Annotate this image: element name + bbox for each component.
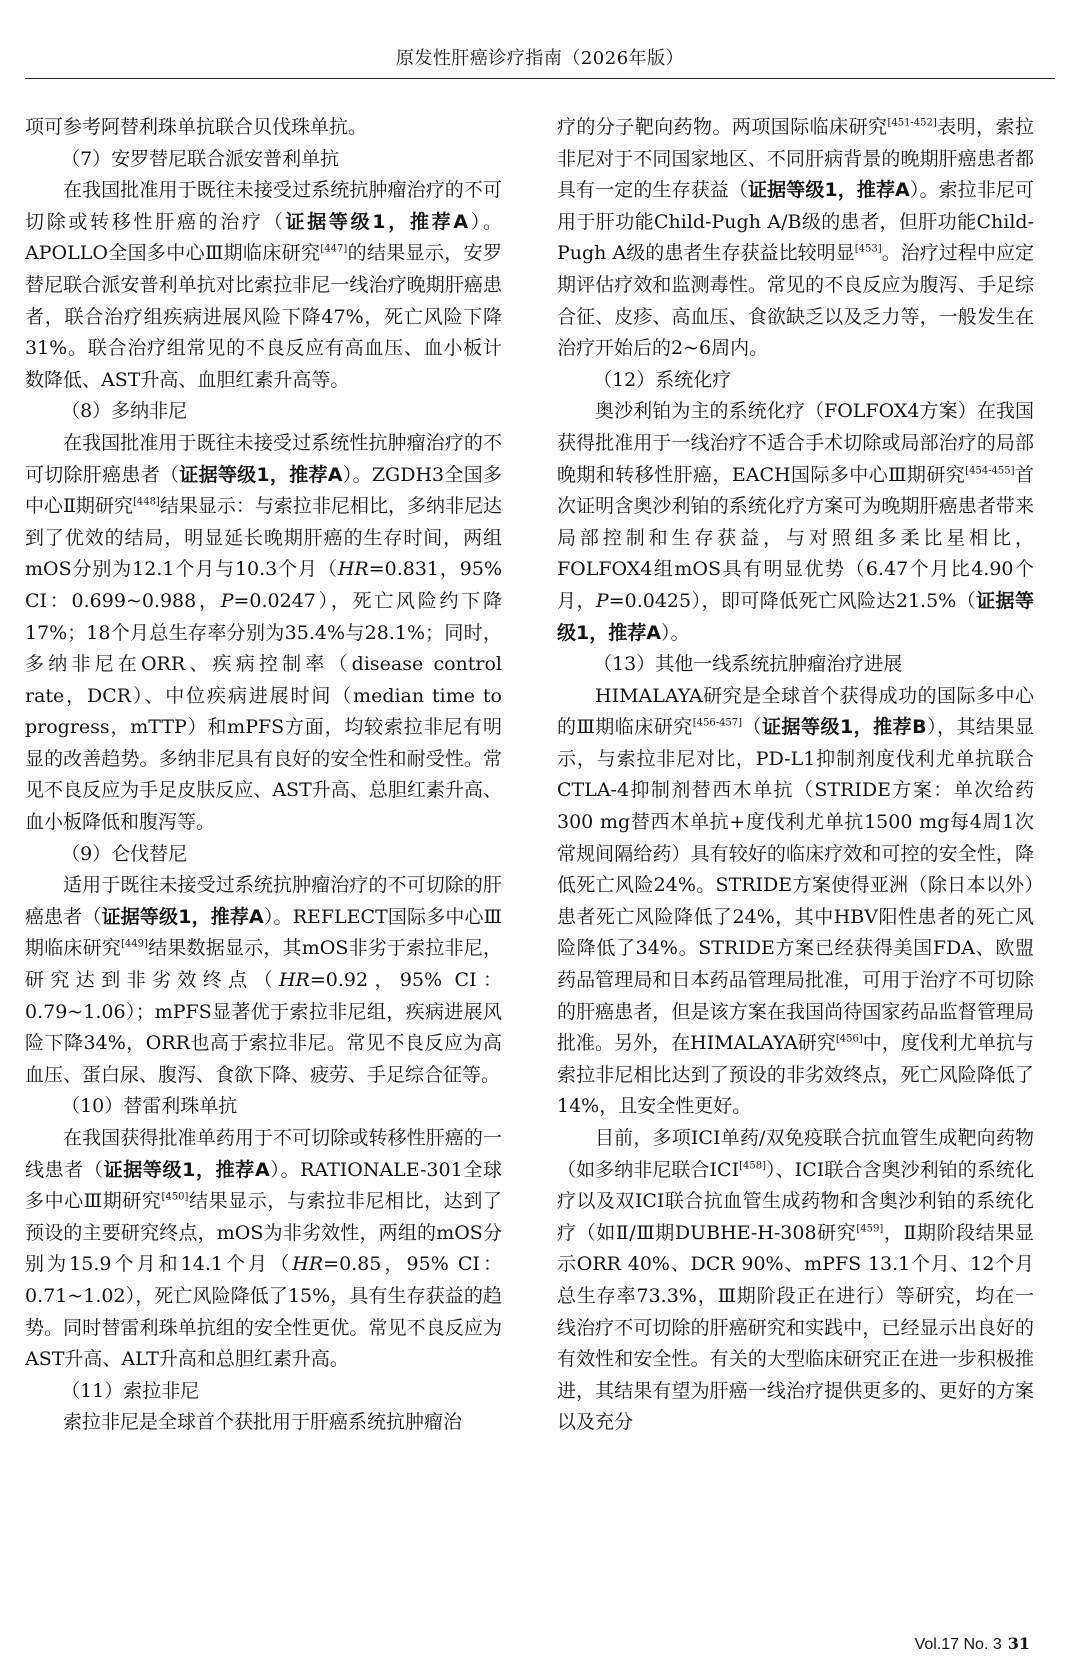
citation: [453] [854, 244, 882, 256]
paragraph-chemotherapy: 奥沙利铂为主的系统化疗（FOLFOX4方案）在我国获得批准用于一线治疗不适合手术切除或局部治疗的局部晚期和转移性肝癌，EACH国际多中心Ⅲ期研究[454-455]首次证明含奥沙利铂的系统化疗方案可为晚期肝癌患者带来局部控制和生存获益，与对照组多柔比星相比，FOLFOX4组mOS具有明显优势（6.47个月比4.90个月，P=0.0425），即可降低死亡风险达21.5%（证据等级1，推荐A）。 [557, 400, 1034, 644]
page-header-title: 原发性肝癌诊疗指南（2026年版） [395, 48, 685, 69]
section-heading-10: （10）替雷利珠单抗 [61, 1095, 238, 1118]
page-footer [915, 1634, 1030, 1654]
paragraph-sorafenib-start: 索拉非尼是全球首个获批用于肝癌系统抗肿瘤治 [63, 1411, 463, 1434]
paragraph-donafenib: 在我国批准用于既往未接受过系统性抗肿瘤治疗的不可切除肝癌患者（证据等级1，推荐A）。ZGDH3全国多中心Ⅱ期研究[448]结果显示：与索拉非尼相比，多纳非尼达到了优效的结局，明显延长晚期肝癌的生存时间，两组mOS分别为12.1个月与10.3个月（HR=0.831，95% CI：0.699~0.988，P=0.0247），死亡风险约下降17%；18个月总生存率分别为35.4%与28.1%；同时，多纳非尼在ORR、疾病控制率（disease control rate，DCR）、中位疾病进展时间（median time to progress，mTTP）和mPFS方面，均较索拉非尼有明显的改善趋势。多纳非尼具有良好的安全性和耐受性。常见不良反应为手足皮肤反应、AST升高、总胆红素升高、血小板降低和腹泻等。 [25, 431, 502, 834]
section-heading-12: （12）系统化疗 [593, 368, 732, 391]
evidence-level: 证据等级1，推荐A [285, 210, 469, 233]
section-heading-11: （11）索拉非尼 [61, 1379, 200, 1402]
section-heading-8: （8）多纳非尼 [61, 400, 188, 423]
evidence-level: 证据等级1，推荐A [557, 589, 1034, 644]
citation: [456] [835, 1033, 863, 1045]
right-column [557, 112, 1034, 1439]
section-heading-13: （13）其他一线系统抗肿瘤治疗进展 [593, 653, 903, 676]
citation: [450] [161, 1191, 189, 1203]
citation: [456-457] [692, 717, 743, 729]
header-divider [25, 78, 1055, 79]
evidence-level: 证据等级1，推荐A [101, 905, 264, 928]
paragraph-lenvatinib: 适用于既往未接受过系统抗肿瘤治疗的不可切除的肝癌患者（证据等级1，推荐A）。REFLECT国际多中心Ⅲ期临床研究[449]结果数据显示，其mOS非劣于索拉非尼，研究达到非劣效终点（HR=0.92，95% CI：0.79~1.06）；mPFS显著优于索拉非尼组，疾病进展风险下降34%，ORR也高于索拉非尼。常见不良反应为高血压、蛋白尿、腹泻、食欲下降、疲劳、手足综合征等。 [25, 874, 502, 1086]
evidence-level: 证据等级1，推荐A [179, 463, 343, 486]
paragraph-sorafenib-cont: 疗的分子靶向药物。两项国际临床研究[451-452]表明，索拉非尼对于不同国家地区、不同肝病背景的晚期肝癌患者都具有一定的生存获益（证据等级1，推荐A）。索拉非尼可用于肝功能Child-Pugh A/B级的患者，但肝功能Child-Pugh A级的患者生存获益比较明显[453]。治疗过程中应定期评估疗效和监测毒性。常见的不良反应为腹泻、手足综合征、皮疹、高血压、食欲缺乏以及乏力等，一般发生在治疗开始后的2~6周内。 [557, 116, 1034, 360]
journal-volume: Vol.17 No. 3 [914, 1636, 1002, 1653]
citation: [448] [132, 496, 160, 508]
paragraph-current-research: 目前，多项ICI单药/双免疫联合抗血管生成靶向药物（如多纳非尼联合ICI[458]）、ICI联合含奥沙利铂的系统化疗以及双ICI联合抗血管生成药物和含奥沙利铂的系统化疗（如Ⅱ/Ⅲ期DUBHE-H-308研究[459]，Ⅱ期阶段结果显示ORR 40%、DCR 90%、mPFS 13.1个月、12个月总生存率73.3%，Ⅲ期阶段正在进行）等研究，均在一线治疗不可切除的肝癌研究和实践中，已经显示出良好的有效性和安全性。有关的大型临床研究正在进一步积极推进，其结果有望为肝癌一线治疗提供更多的、更好的方案以及充分 [557, 1127, 1034, 1434]
left-column [25, 112, 502, 1439]
paragraph-continuation: 项可参考阿替利珠单抗联合贝伐珠单抗。 [25, 116, 368, 138]
page-number: 31 [1007, 1634, 1030, 1653]
section-heading-9: （9）仑伐替尼 [61, 842, 188, 865]
section-heading-7: （7）安罗替尼联合派安普利单抗 [61, 147, 340, 170]
citation: [459] [856, 1223, 884, 1235]
paragraph-tislelizumab: 在我国获得批准单药用于不可切除或转移性肝癌的一线患者（证据等级1，推荐A）。RATIONALE-301全球多中心Ⅲ期研究[450]结果显示，与索拉非尼相比，达到了预设的主要研究终点，mOS为非劣效性，两组的mOS分别为15.9个月和14.1个月（HR=0.85，95% CI：0.71~1.02），死亡风险降低了15%，具有生存获益的趋势。同时替雷利珠单抗组的安全性更优。常见不良反应为AST升高、ALT升高和总胆红素升高。 [25, 1127, 502, 1371]
evidence-level: 证据等级1，推荐B [762, 716, 927, 739]
citation: [451-452] [887, 117, 937, 129]
evidence-level: 证据等级1，推荐A [748, 179, 910, 202]
citation: [454-455] [965, 465, 1015, 477]
paragraph-himalaya: HIMALAYA研究是全球首个获得成功的国际多中心的Ⅲ期临床研究[456-457]（证据等级1，推荐B），其结果显示，与索拉非尼对比，PD-L1抑制剂度伐利尤单抗联合CTLA-4抑制剂替西木单抗（STRIDE方案：单次给药300 mg替西木单抗+度伐利尤单抗1500 mg每4周1次常规间隔给药）具有较好的临床疗效和可控的安全性，降低死亡风险24%。STRIDE方案使得亚洲（除日本以外）患者死亡风险降低了24%，其中HBV阳性患者的死亡风险降低了34%。STRIDE方案已经获得美国FDA、欧盟药品管理局和日本药品管理局批准，可用于治疗不可切除的肝癌患者，但是该方案在我国尚待国家药品监督管理局批准。另外，在HIMALAYA研究[456]中，度伐利尤单抗与索拉非尼相比达到了预设的非劣效终点，死亡风险降低了14%，且安全性更好。 [557, 684, 1034, 1118]
citation: [447] [320, 244, 348, 256]
paragraph-anlotinib: 在我国批准用于既往未接受过系统抗肿瘤治疗的不可切除或转移性肝癌的治疗（证据等级1，推荐A）。APOLLO全国多中心Ⅲ期临床研究[447]的结果显示，安罗替尼联合派安普利单抗对比索拉非尼一线治疗晚期肝癌患者，联合治疗组疾病进展风险下降47%，死亡风险下降31%。联合治疗组常见的不良反应有高血压、血小板计数降低、AST升高、血胆红素升高等。 [25, 179, 502, 391]
citation: [458] [739, 1160, 766, 1172]
evidence-level: 证据等级1，推荐A [103, 1158, 270, 1181]
citation: [449] [121, 939, 148, 951]
